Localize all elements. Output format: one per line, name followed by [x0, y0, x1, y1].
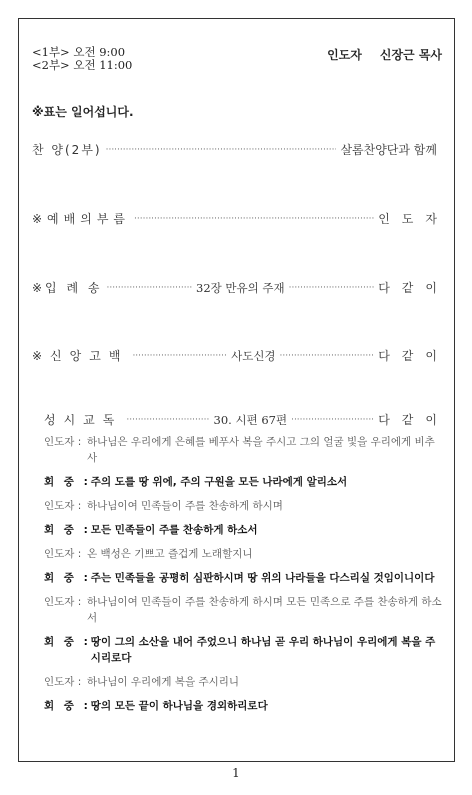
reader-role: 회 중 :: [44, 524, 91, 536]
dot-leader: [291, 415, 374, 425]
order-item-detail: 30. 시편 67편: [213, 412, 288, 427]
reading-text: 하나님이 우리에게 복을 주시리니: [87, 676, 240, 688]
order-item-title: 찬 양(2부): [32, 143, 102, 157]
order-item-right: 다같이: [378, 281, 449, 295]
reading-text: 하나님은 우리에게 은혜를 베푸사 복을 주시고 그의 얼굴 빛을 우리에게 비추사: [87, 436, 435, 464]
order-item-title: 성시교독: [44, 413, 123, 427]
order-item-title: ※예배의부름: [32, 212, 131, 226]
reader-role: 인도자 :: [44, 596, 82, 608]
reader-role: 인도자 :: [44, 436, 82, 448]
order-item-call-to-worship: [32, 210, 449, 227]
reading-line: [44, 498, 444, 514]
reading-text: 하나님이여 민족들이 주를 찬송하게 하시며: [87, 500, 283, 512]
responsive-reading: [44, 434, 444, 722]
reading-text: 주는 민족들을 공평히 심판하시며 땅 위의 나라들을 다스리실 것임이니이다: [90, 572, 435, 584]
leader-label: 인도자: [327, 48, 362, 62]
reading-text: 땅이 그의 소산을 내어 주었으니 하나님 곧 우리 하나님이 우리에게 복을 주시리로다: [90, 636, 436, 664]
page-number: 1: [232, 766, 240, 780]
order-item-right: 살롬찬양단과 함께: [340, 143, 437, 157]
order-item-hymn: [32, 279, 449, 296]
reading-line: [44, 594, 444, 626]
service-time-1: <1부> 오전 9:00: [32, 45, 126, 59]
service-time-2: <2부> 오전 11:00: [32, 58, 133, 72]
reading-line: [44, 634, 444, 666]
order-item-right: 인도자: [378, 212, 449, 226]
order-item-title: ※신앙고백: [32, 349, 129, 363]
order-item-praise: [32, 141, 437, 158]
dot-leader: [106, 283, 192, 293]
reader-role: 회 중 :: [44, 476, 91, 488]
reader-role: 인도자 :: [44, 676, 82, 688]
order-item-detail: 사도신경: [231, 348, 276, 363]
reader-role: 인도자 :: [44, 548, 82, 560]
order-item-responsive-reading: [44, 411, 449, 428]
dot-leader: [106, 145, 337, 155]
reading-line: [44, 474, 444, 490]
reading-text: 하나님이여 민족들이 주를 찬송하게 하시며 모든 민족으로 주를 찬송하게 하소서: [87, 596, 442, 624]
order-item-creed: [32, 347, 449, 364]
dot-leader: [289, 283, 375, 293]
order-item-detail: 32장 만유의 주재: [196, 280, 285, 295]
order-item-right: 다같이: [378, 349, 449, 363]
reader-role: 인도자 :: [44, 500, 82, 512]
dot-leader: [132, 351, 227, 361]
reading-text: 땅의 모든 끝이 하나님을 경외하리로다: [90, 700, 268, 712]
reader-role: 회 중 :: [44, 636, 91, 648]
order-item-right: 다같이: [378, 413, 449, 427]
reading-line: [44, 698, 444, 714]
reading-line: [44, 546, 444, 562]
reader-role: 회 중 :: [44, 572, 91, 584]
dot-leader: [126, 415, 209, 425]
order-item-title: ※입 례 송: [32, 281, 103, 295]
header: [32, 46, 442, 72]
reading-line: [44, 570, 444, 586]
dot-leader: [134, 214, 374, 224]
reading-text: 주의 도를 땅 위에, 주의 구원을 모든 나라에게 알리소서: [90, 476, 348, 488]
reading-line: [44, 434, 444, 466]
reader-role: 회 중 :: [44, 700, 91, 712]
dot-leader: [280, 351, 375, 361]
reading-line: [44, 674, 444, 690]
standing-note: ※표는 일어섭니다.: [32, 105, 134, 119]
leader-info: [327, 46, 442, 63]
reading-text: 모든 민족들이 주를 찬송하게 하소서: [90, 524, 258, 536]
reading-text: 온 백성은 기쁘고 즐겁게 노래할지니: [87, 548, 253, 560]
leader-name: 신장근 목사: [379, 48, 442, 62]
reading-line: [44, 522, 444, 538]
